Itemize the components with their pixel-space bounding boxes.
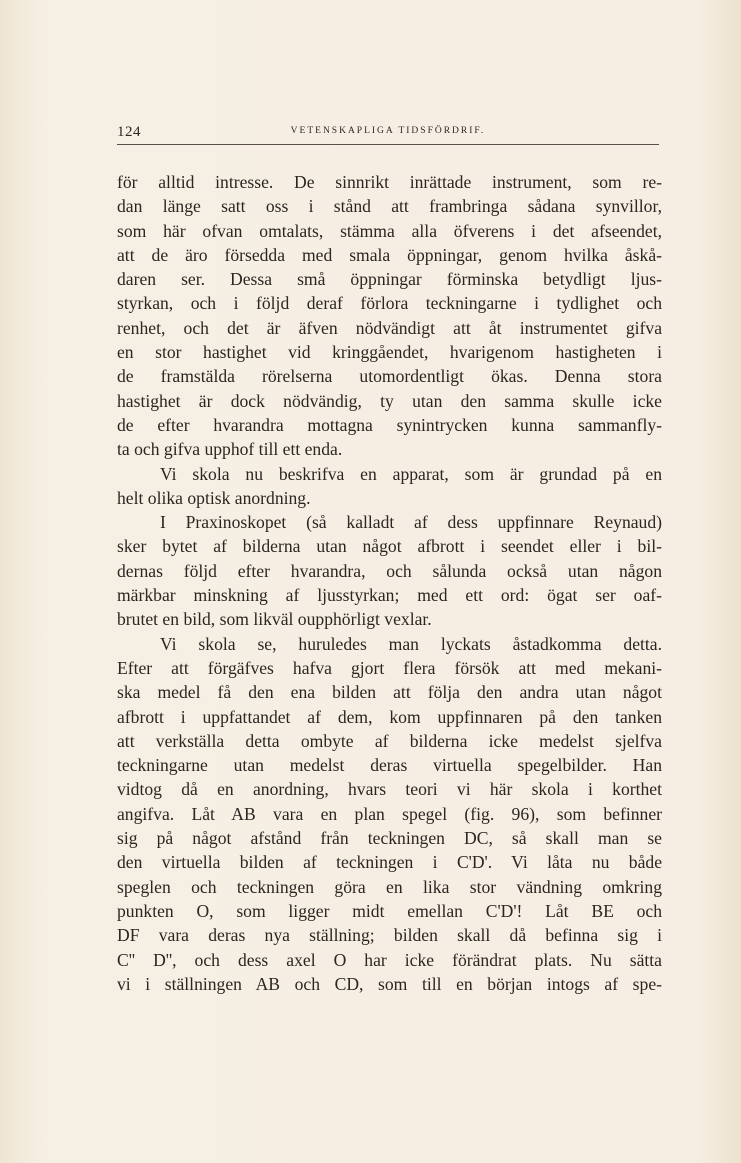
paragraph-3: [117, 510, 662, 631]
text-line: en stor hastighet vid kringgåendet, hvarigenom hastigheten i: [117, 342, 662, 363]
running-title: VETENSKAPLIGA TIDSFÖRDRIF.: [290, 126, 486, 136]
text-line: Efter att förgäfves hafva gjort flera försök att med mekani-: [117, 657, 662, 678]
body-text: [117, 170, 662, 996]
text-line: för alltid intresse. De sinnrikt inrättade instrument, som re-: [117, 172, 662, 192]
text-line: vi i ställningen AB och CD, som till en början intogs af spe-: [117, 973, 662, 994]
text-line: de framstälda rörelserna utomordentligt ökas. Denna stora: [117, 366, 662, 387]
text-line: dernas följd efter hvarandra, och sålunda också utan någon: [117, 560, 662, 581]
text-line: märkbar minskning af ljusstyrkan; med ett ord: ögat ser oaf-: [117, 585, 662, 606]
text-line: den virtuella bilden af teckningen i C'D'. Vi låta nu både: [117, 852, 662, 873]
text-line: att verkställa detta ombyte af bilderna icke medelst sjelfva: [117, 730, 662, 751]
page-number: 124: [117, 124, 141, 140]
text-line: daren ser. Dessa små öppningar förminska betydligt ljus-: [117, 269, 662, 290]
text-line: afbrott i uppfattandet af dem, kom uppfinnaren på den tanken: [117, 706, 662, 727]
text-line: ta och gifva upphof till ett enda.: [117, 439, 343, 460]
text-line: hastighet är dock nödvändig, ty utan den samma skulle icke: [117, 390, 662, 411]
paragraph-2: [117, 462, 662, 511]
text-line: sker bytet af bilderna utan något afbrott i seendet eller i bil-: [117, 536, 662, 557]
text-line: dan länge satt oss i stånd att frambringa sådana synvillor,: [117, 196, 662, 217]
text-line: vidtog då en anordning, hvars teori vi här skola i korthet: [117, 779, 662, 800]
page-header: [117, 122, 659, 145]
text-line: renhet, och det är äfven nödvändigt att åt instrumentet gifva: [117, 317, 662, 338]
text-line: att de äro försedda med smala öppningar, genom hvilka åskå-: [117, 244, 662, 265]
text-line: sig på något afstånd från teckningen DC, så skall man se: [117, 828, 662, 849]
text-line: ska medel få den ena bilden att följa den andra utan något: [117, 682, 662, 703]
text-line: speglen och teckningen göra en lika stor vändning omkring: [117, 876, 662, 897]
text-line: angifva. Låt AB vara en plan spegel (fig. 96), som befinner: [117, 803, 662, 824]
text-line: I Praxinoskopet (så kalladt af dess uppfinnare Reynaud): [160, 512, 662, 533]
text-line: brutet en bild, som likväl oupphörligt vexlar.: [117, 609, 432, 630]
text-line: de efter hvarandra mottagna synintrycken kunna sammanfly-: [117, 414, 662, 435]
text-line: helt olika optisk anordning.: [117, 487, 311, 508]
text-line: styrkan, och i följd deraf förlora teckningarne i tydlighet och: [117, 293, 662, 314]
text-line: som här ofvan omtalats, stämma alla öfverens i det afseendet,: [117, 220, 662, 241]
text-line: DF vara deras nya ställning; bilden skall då befinna sig i: [117, 925, 662, 946]
text-line: teckningarne utan medelst deras virtuella spegelbilder. Han: [117, 755, 662, 776]
text-line: Vi skola se, huruledes man lyckats åstadkomma detta.: [160, 633, 662, 654]
paragraph-4: [117, 632, 662, 996]
paragraph-1: [117, 170, 662, 462]
text-line: C'' D'', och dess axel O har icke förändrat plats. Nu sätta: [117, 949, 662, 970]
text-line: punkten O, som ligger midt emellan C'D'! Låt BE och: [117, 900, 662, 921]
text-line: Vi skola nu beskrifva en apparat, som är grundad på en: [160, 463, 662, 484]
